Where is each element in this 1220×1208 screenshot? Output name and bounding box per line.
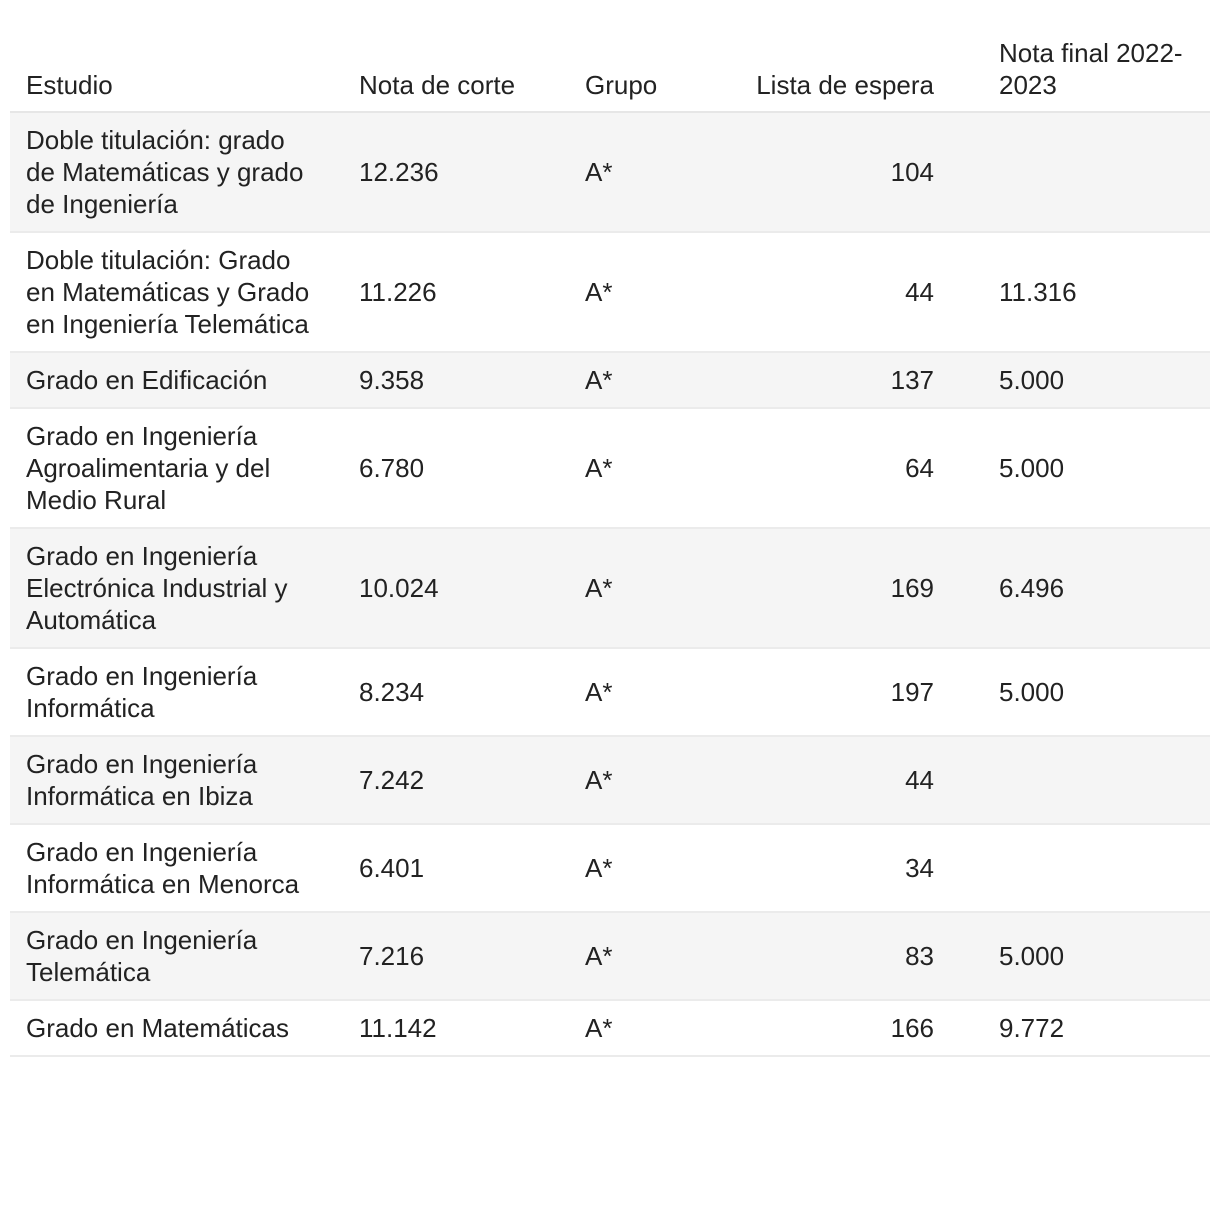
header-lista-espera: Lista de espera (719, 0, 971, 112)
cell-grupo: A* (569, 112, 719, 232)
cell-estudio: Grado en Matemáticas (10, 1000, 343, 1056)
cell-lista-espera: 64 (719, 408, 971, 528)
cell-nota-final: 9.772 (971, 1000, 1210, 1056)
table-row (10, 408, 1210, 528)
cell-estudio: Grado en Ingeniería Informática en Ibiza (10, 736, 343, 824)
cell-estudio: Grado en Edificación (10, 352, 343, 408)
header-nota-corte: Nota de corte (343, 0, 569, 112)
cell-grupo: A* (569, 736, 719, 824)
admissions-table (10, 0, 1210, 1057)
cell-lista-espera: 104 (719, 112, 971, 232)
cell-nota-corte: 6.401 (343, 824, 569, 912)
cell-nota-corte: 11.142 (343, 1000, 569, 1056)
header-row (10, 0, 1210, 112)
cell-grupo: A* (569, 232, 719, 352)
cell-nota-final (971, 736, 1210, 824)
table-row (10, 112, 1210, 232)
cell-nota-corte: 10.024 (343, 528, 569, 648)
cell-estudio: Doble titulación: Grado en Matemáticas y Grado en Ingeniería Telemática (10, 232, 343, 352)
header-grupo: Grupo (569, 0, 719, 112)
cell-estudio: Grado en Ingeniería Agroalimentaria y del Medio Rural (10, 408, 343, 528)
cell-estudio: Grado en Ingeniería Informática (10, 648, 343, 736)
cell-nota-final: 5.000 (971, 912, 1210, 1000)
cell-grupo: A* (569, 1000, 719, 1056)
cell-lista-espera: 137 (719, 352, 971, 408)
table-row (10, 912, 1210, 1000)
table-row (10, 648, 1210, 736)
header-nota-final: Nota final 2022-2023 (971, 0, 1210, 112)
cell-nota-final (971, 112, 1210, 232)
cell-lista-espera: 197 (719, 648, 971, 736)
cell-grupo: A* (569, 648, 719, 736)
cell-nota-final: 5.000 (971, 352, 1210, 408)
cell-lista-espera: 169 (719, 528, 971, 648)
cell-estudio: Doble titulación: grado de Matemáticas y grado de Ingeniería (10, 112, 343, 232)
cell-estudio: Grado en Ingeniería Electrónica Industrial y Automática (10, 528, 343, 648)
cell-nota-final: 11.316 (971, 232, 1210, 352)
table-row (10, 232, 1210, 352)
table-header (10, 0, 1210, 112)
cell-nota-corte: 7.216 (343, 912, 569, 1000)
cell-nota-corte: 7.242 (343, 736, 569, 824)
cell-nota-final: 5.000 (971, 648, 1210, 736)
table-row (10, 736, 1210, 824)
cell-lista-espera: 83 (719, 912, 971, 1000)
header-estudio: Estudio (10, 0, 343, 112)
cell-nota-corte: 11.226 (343, 232, 569, 352)
cell-grupo: A* (569, 528, 719, 648)
cell-nota-final (971, 824, 1210, 912)
cell-estudio: Grado en Ingeniería Telemática (10, 912, 343, 1000)
cell-estudio: Grado en Ingeniería Informática en Menorca (10, 824, 343, 912)
table-body (10, 112, 1210, 1056)
table-row (10, 352, 1210, 408)
cell-lista-espera: 166 (719, 1000, 971, 1056)
cell-lista-espera: 34 (719, 824, 971, 912)
cell-grupo: A* (569, 352, 719, 408)
cell-nota-corte: 8.234 (343, 648, 569, 736)
table-row (10, 1000, 1210, 1056)
cell-nota-corte: 6.780 (343, 408, 569, 528)
cell-nota-final: 6.496 (971, 528, 1210, 648)
cell-nota-corte: 12.236 (343, 112, 569, 232)
cell-grupo: A* (569, 408, 719, 528)
table-row (10, 824, 1210, 912)
cell-nota-corte: 9.358 (343, 352, 569, 408)
table-row (10, 528, 1210, 648)
cell-nota-final: 5.000 (971, 408, 1210, 528)
cell-lista-espera: 44 (719, 232, 971, 352)
cell-grupo: A* (569, 824, 719, 912)
cell-lista-espera: 44 (719, 736, 971, 824)
cell-grupo: A* (569, 912, 719, 1000)
